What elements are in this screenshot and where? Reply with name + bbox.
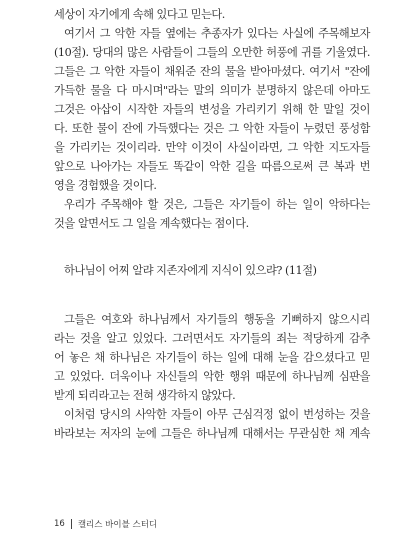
text-line: 여기서 그 악한 자들 옆에는 추종자가 있다는 사실에 주목해보자: [64, 27, 370, 40]
text-line: 그것은 아삽이 시작한 자들의 변성을 가리키기 위해 한 말일 것이: [54, 103, 370, 116]
text-line: 영을 경험했을 것이다.: [54, 179, 157, 192]
text-line: 라는 것을 알고 있었다. 그러면서도 자기들의 죄는 적당하게 감추: [54, 332, 370, 345]
text-line: 바라보는 저자의 눈에 그들은 하나님께 대해서는 무관심한 채 계속: [54, 427, 370, 440]
text-line: (10절). 당대의 많은 사람들이 그들의 오만한 허풍에 귀를 기울였다.: [54, 46, 370, 59]
footer-divider: [71, 519, 72, 529]
text-line: 이처럼 당시의 사악한 자들이 아무 근심걱정 없이 번성하는 것을: [64, 408, 370, 421]
page-footer: [54, 518, 157, 530]
text-line: 것을 알면서도 그 일을 계속했다는 점이다.: [54, 217, 249, 230]
text-line: 우리가 주목해야 할 것은, 그들은 자기들이 하는 일이 악하다는: [64, 198, 370, 211]
scripture-quote: 하나님이 어찌 알랴 지존자에게 지식이 있으랴? (11절): [64, 264, 317, 277]
text-line: 그들은 여호와 하나님께서 자기들의 행동을 기뻐하지 않으시리: [64, 313, 370, 326]
page-number: 16: [54, 519, 65, 529]
text-line: 다. 또한 물이 잔에 가득했다는 것은 그 악한 자들이 누렸던 풍성함: [54, 122, 370, 135]
text-line: 어 놓은 채 하나님은 자기들이 하는 일에 대해 눈을 감으셨다고 믿: [54, 351, 370, 364]
text-line: 받게 되리라고는 전혀 생각하지 않았다.: [54, 389, 236, 402]
text-line: 세상이 자기에게 속해 있다고 믿는다.: [54, 8, 225, 21]
text-line: 고 있었다. 더욱이나 자신들의 악한 행위 때문에 하나님께 심판을: [54, 370, 370, 383]
text-line: 그들은 그 악한 자들이 채워준 잔의 물을 받아마셨다. 여기서 "잔에: [54, 65, 370, 78]
text-line: 가득한 물을 다 마시며"라는 말의 의미가 분명하지 않은데 아마도: [54, 84, 370, 97]
book-title: 캘리스 바이블 스터디: [77, 520, 158, 530]
text-line: 을 가리키는 것이리라. 만약 이것이 사실이라면, 그 악한 지도자들: [54, 141, 370, 154]
text-line: 앞으로 나아가는 자들도 똑같이 악한 길을 따름으로써 큰 복과 번: [54, 160, 370, 173]
